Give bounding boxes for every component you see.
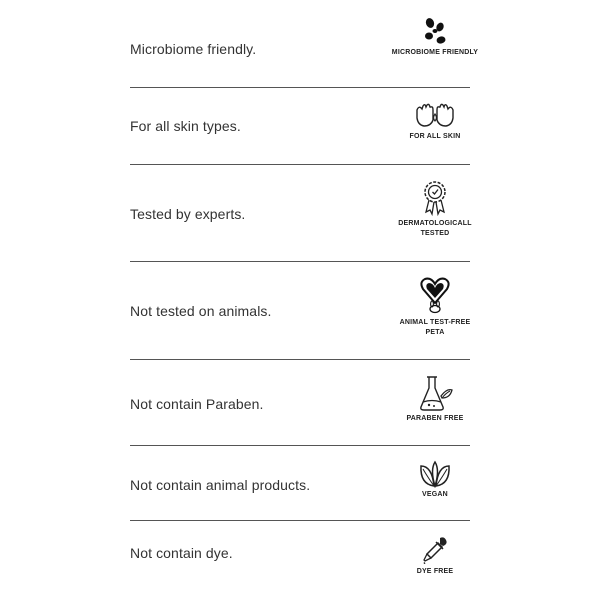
badge-label: MICROBIOME FRIENDLY [391,49,479,56]
badge-microbiome-friendly [390,16,480,58]
feature-text: Not contain Paraben. [130,396,264,412]
flask-leaf-icon [417,374,453,412]
badge-paraben-free [390,374,480,424]
divider [130,520,470,521]
feature-text: Not contain animal products. [130,477,311,493]
badge-vegan [390,460,480,500]
divider [130,359,470,360]
divider [130,87,470,88]
divider [130,261,470,262]
badge-dye-free [390,535,480,577]
badge-label: DYE FREE [416,568,454,575]
badge-dermatologically-tested [390,179,480,239]
award-rosette-icon [420,179,450,217]
feature-text: Not contain dye. [130,545,233,561]
feature-text: For all skin types. [130,118,241,134]
badge-label: DERMATOLOGICALL TESTED [398,220,472,237]
badge-for-all-skin [390,102,480,142]
feature-text: Tested by experts. [130,206,246,222]
heart-bunny-icon [419,276,451,316]
feature-text: Microbiome friendly. [130,41,257,57]
badge-animal-test-free [390,276,480,338]
dropper-icon [421,535,449,565]
leaves-icon [418,460,452,488]
badge-label: FOR ALL SKIN [409,133,461,140]
feature-text: Not tested on animals. [130,303,272,319]
badge-label: PARABEN FREE [406,415,464,422]
badge-label: ANIMAL TEST-FREE PETA [399,319,471,336]
hands-icon [413,102,457,130]
divider [130,445,470,446]
divider [130,164,470,165]
microbiome-icon [420,16,450,46]
badge-label: VEGAN [422,491,448,498]
